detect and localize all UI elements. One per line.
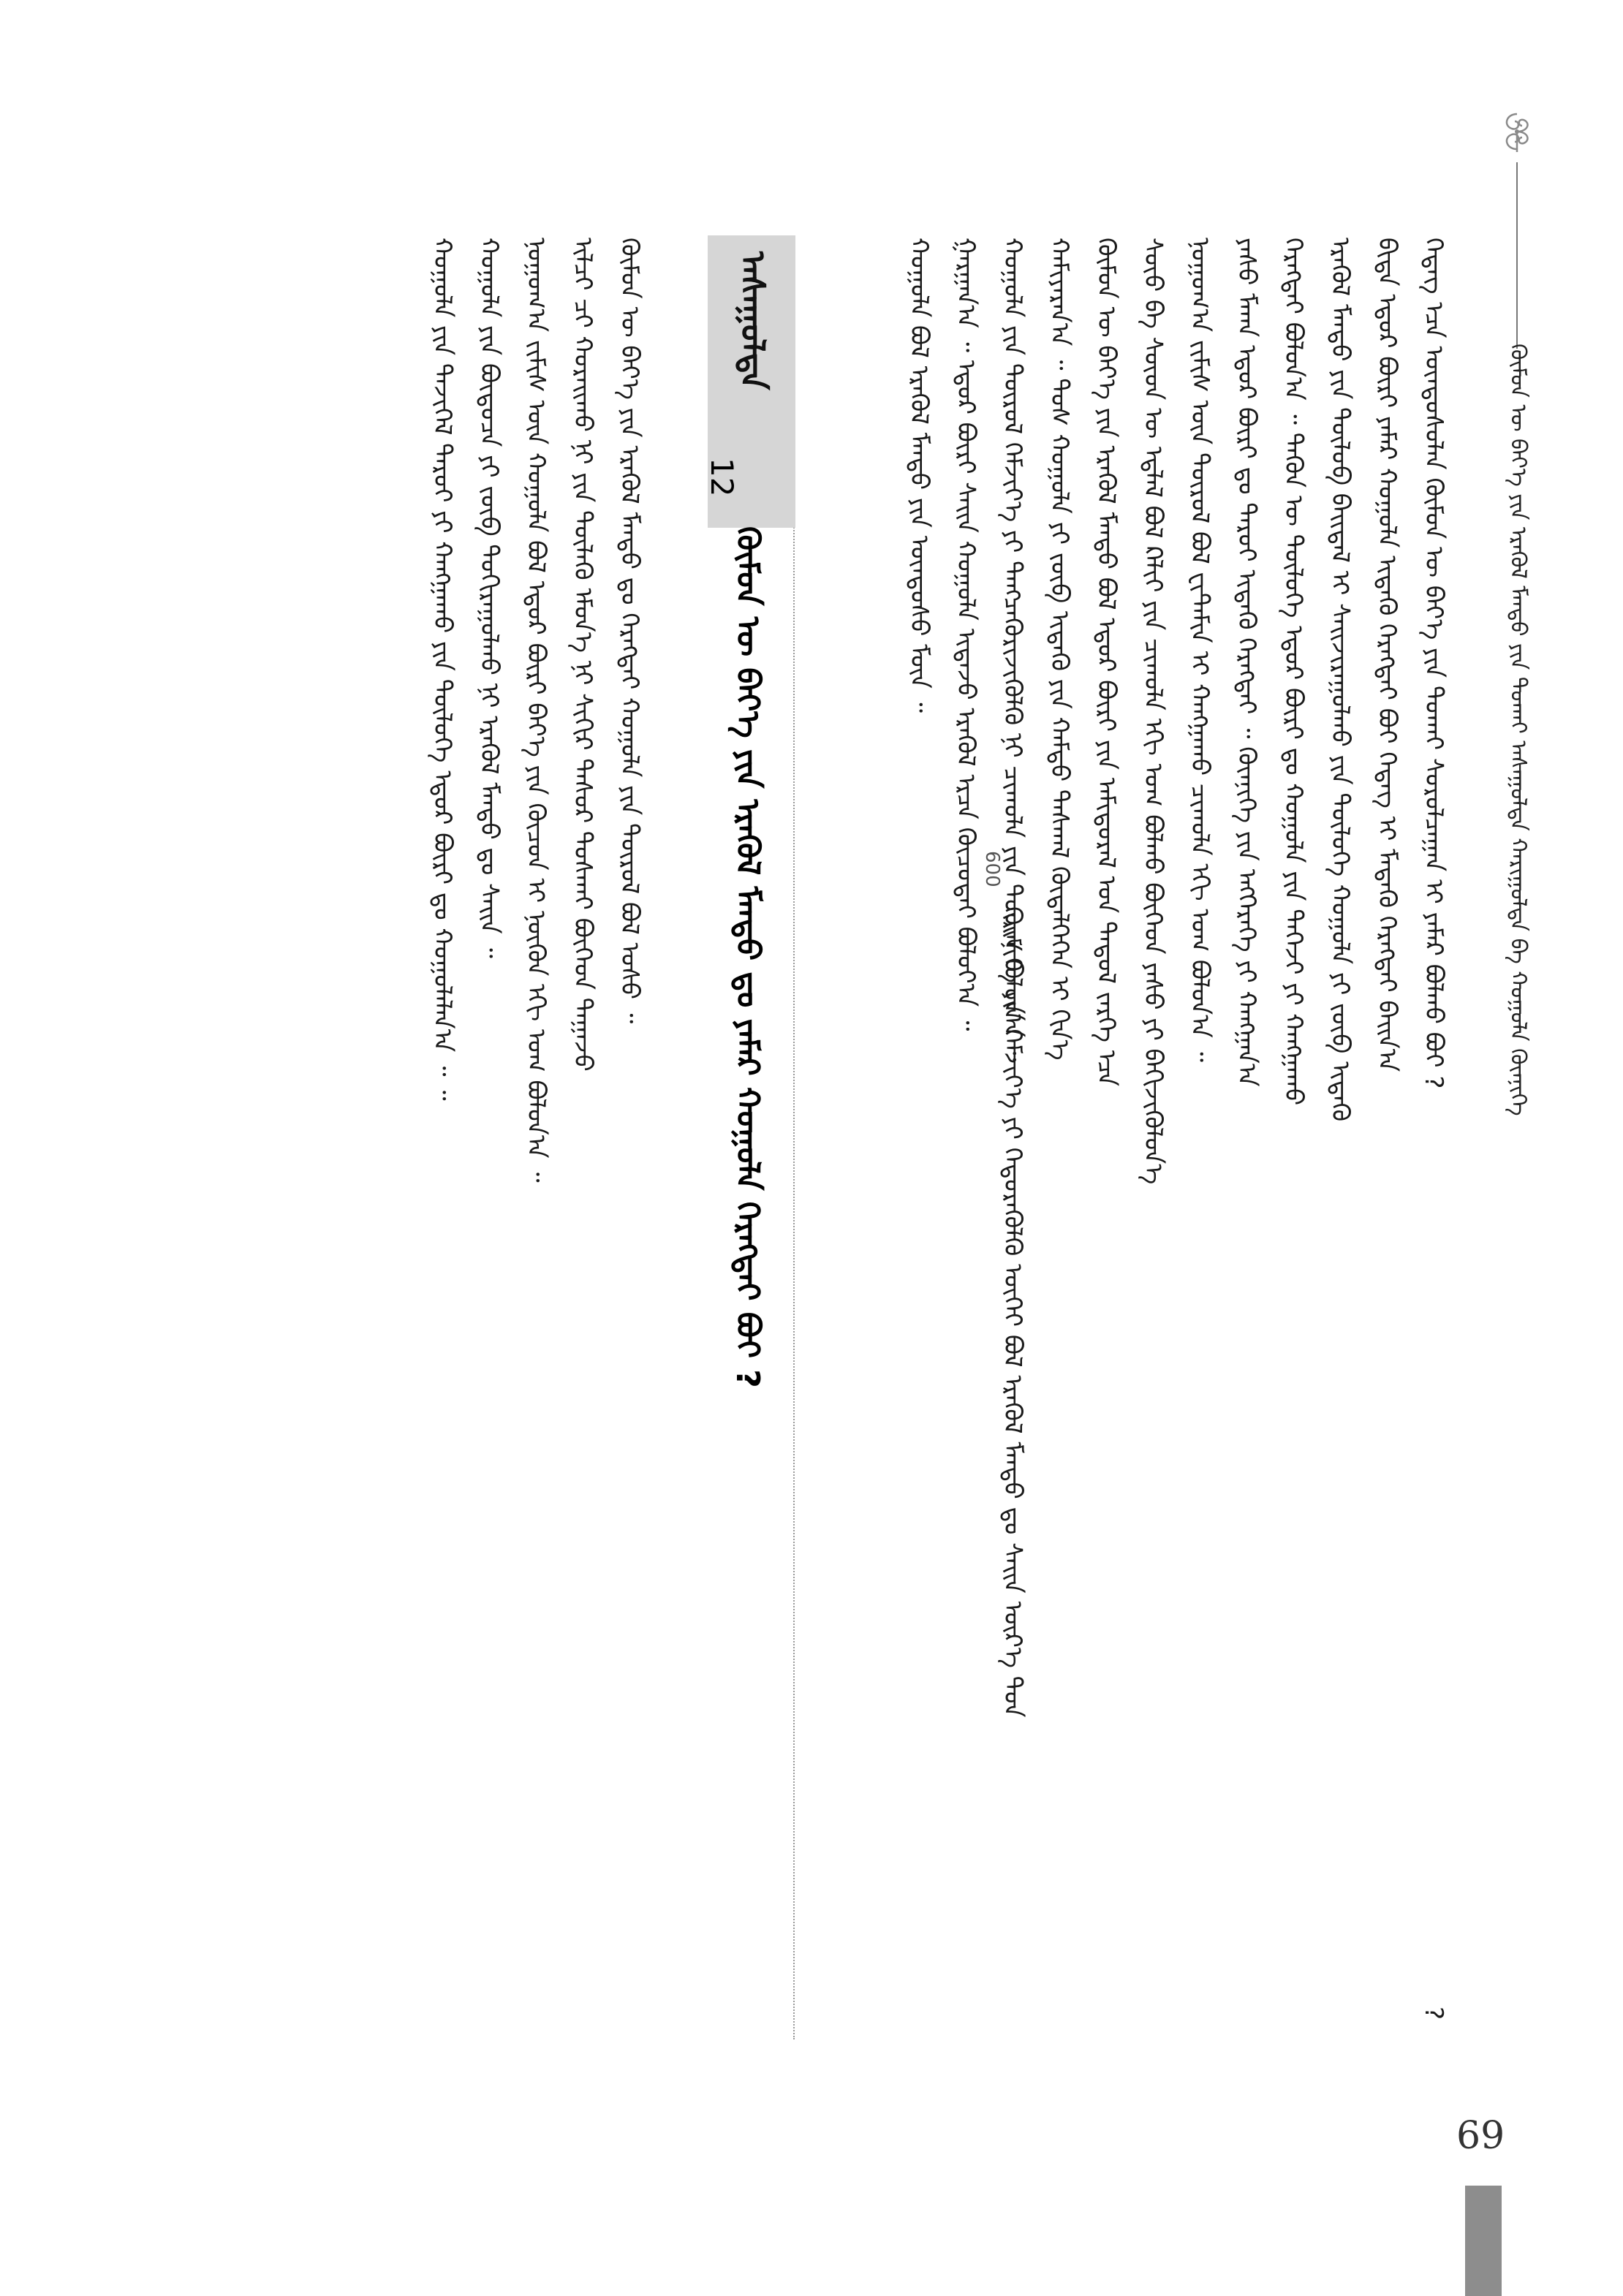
side-tab	[1465, 2186, 1502, 2296]
paragraph-line: ᠡᠷᠡᠭᠦᠯ ᠮᠡᠨᠳᠦ ᠶᠢᠨ ᠲᠥᠯᠦᠪ ᠪᠠᠢᠳᠠᠯ ᠢ ᠰᠠᠢᠵᠢᠷᠠᠭᠤᠯᠬᠤ ᠶᠢᠨ ᠲᠥᠯᠥᠭᠡ ᠬᠣᠭᠤᠯᠠ ᠶᠢ ᠵᠥᠪ ᠢᠳᠡᠬᠦ	[1325, 238, 1355, 1122]
question-number: 12	[704, 458, 740, 497]
question-title: ᠬᠦᠮᠦᠨ ᠦ ᠪᠡᠶ᠎ᠡ ᠶᠢᠨ ᠡᠷᠡᠭᠦᠯ ᠮᠡᠨᠳᠦ ᠳᠤ ᠶᠠᠮᠠᠷ ᠬᠣᠭᠤᠯᠠ ᠬᠡᠷᠡᠭᠲᠡᠢ ᠪᠣᠢ ?	[729, 526, 766, 1388]
answer-line: ᠬᠣᠭᠤᠯᠠ ᠶᠢᠨ ᠪᠦᠲᠦᠴᠡ ᠶᠢ ᠵᠥᠪ ᠲᠣᠬᠢᠷᠠᠭᠤᠯᠬᠤ ᠨᠢ ᠡᠷᠡᠭᠦᠯ ᠮᠡᠨᠳᠦ ᠳᠤ ᠰᠠᠢᠨ ᠃	[474, 238, 504, 958]
paragraph-line: ᠰᠦᠦ ᠪᠠ ᠰᠦᠦᠨ ᠦ ᠡᠳ᠋ᠯᠡᠯ ᠪᠣᠯ ᠺᠠᠯᠢᠢ ᠶᠢᠨ ᠴᠢᠬᠤᠯᠠ ᠡᠬᠢ ᠤᠭ ᠪᠣᠯᠬᠤ ᠪᠥᠭᠡᠳ ᠶᠠᠰᠤ ᠶᠢ ᠪᠡᠬᠢᠵᠢᠭᠦᠯᠦᠨ᠎ᠡ	[1138, 238, 1168, 1185]
paragraph-line: ᠬᠡᠷᠡᠭᠲᠡᠢ ᠪᠣᠯᠤᠨ᠎ᠠ ᠃ ᠲᠡᠭᠦᠨ ᠦ ᠲᠥᠯᠥᠭᠡ ᠡᠳᠦᠷ ᠪᠦᠷᠢ ᠳᠤ ᠬᠣᠭᠤᠯᠠ ᠶᠢᠨ ᠳᠡᠭᠡᠵᠢ ᠶᠢ ᠬᠠᠩᠭᠠᠬᠤ	[1279, 238, 1308, 1106]
paragraph-line: ᠬᠦᠮᠦᠨ ᠦ ᠪᠡᠶ᠎ᠡ ᠶᠢᠨ ᠡᠷᠡᠭᠦᠯ ᠮᠡᠨᠳᠦ ᠪᠣᠯ ᠡᠳᠦᠷ ᠪᠦᠷᠢ ᠶᠢᠨ ᠠᠮᠢᠳᠤᠷᠠᠯ ᠤᠨ ᠳᠠᠳᠤᠯ ᠵᠡᠷᠭᠡ ᠡᠴᠡ	[1092, 238, 1121, 1087]
paragraph-line: ᠬᠦᠨᠨᠢᠭᠡ ᠶᠢᠨ ᠬᠡᠮᠵᠢᠶ᠎ᠡ ᠶᠢ ᠬᠡᠲᠦᠷᠡᠭᠦᠯᠬᠦ ᠦᠭᠡᠢ ᠪᠣᠯ ᠡᠷᠡᠭᠦᠯ ᠮᠡᠨᠳᠦ ᠳᠤ ᠰᠠᠢᠨ ᠦᠷ᠎ᠡ ᠳᠤᠨ	[998, 906, 1027, 1718]
ending-mark: ?	[1419, 2007, 1448, 2022]
paragraph-line: ᠭᠡᠳᠡᠭ ᠡᠴᠡ ᠦᠨᠳᠦᠰᠦᠯᠡᠨ ᠬᠦᠮᠦᠨ ᠦ ᠪᠡᠶ᠎ᠡ ᠶᠢᠨ ᠲᠤᠬᠠᠢ ᠰᠤᠷᠤᠯᠴᠠᠭᠠᠨ ᠢ ᠶᠠᠮᠠᠷ ᠪᠣᠯᠬᠤ ᠪᠣᠢ ?	[1419, 238, 1448, 1089]
page-number: 69	[1456, 2114, 1505, 2158]
paragraph-line: ᠨᠣᠭᠤᠭ᠎ᠠ ᠵᠢᠮᠢᠰ ᠦᠨ ᠲᠦᠷᠦᠯ ᠪᠣᠯ ᠸᠢᠲ᠋ᠠᠮᠢᠨ ᠢ ᠬᠠᠩᠭᠠᠬᠤ ᠴᠢᠬᠤᠯᠠ ᠡᠬᠢ ᠤᠭ ᠪᠣᠯᠤᠨ᠎ᠠ ᠃	[1185, 238, 1214, 1063]
paragraph-line: ᠬᠣᠭᠤᠯᠠ ᠶᠢᠨ ᠲᠦᠷᠦᠯ ᠬᠡᠮᠵᠢᠶ᠎ᠡ ᠶᠢ ᠲᠡᠩᠴᠡᠭᠦᠷᠢᠵᠢᠭᠦᠯᠬᠦ ᠨᠢ ᠴᠢᠬᠤᠯᠠ ᠶᠢᠨ ᠳᠦᠷᠢᠮ ᠪᠣᠯᠤᠨ᠎ᠠ ᠃	[998, 238, 1027, 1062]
header-rule	[1516, 162, 1518, 349]
paragraph-line-ending	[1421, 238, 1453, 2036]
paragraph-line: ᠭᠠᠷᠭᠠᠨ᠎ᠠ ᠃ ᠡᠳᠦᠷ ᠪᠦᠷᠢ ᠰᠠᠢᠨ ᠬᠣᠭᠤᠯᠠ ᠢᠳᠡᠵᠦ ᠡᠷᠡᠭᠦᠯ ᠡᠷᠴᠡ ᠬᠦᠴᠦᠲᠡᠢ ᠪᠣᠯᠤᠶ᠎ᠠ ᠃	[951, 238, 980, 1031]
answer-line: ᠨᠣᠭᠤᠭ᠎ᠠ ᠵᠢᠮᠢᠰ ᠦᠨ ᠬᠣᠭᠤᠯᠠ ᠪᠣᠯ ᠡᠳᠦᠷ ᠪᠦᠷᠢ ᠪᠡᠶ᠎ᠡ ᠶᠢᠨ ᠬᠦᠴᠦᠨ ᠢ ᠨᠥᠬᠦᠨ ᠡᠬᠢ ᠤᠭ ᠪᠣᠯᠤᠨ᠎ᠠ ᠃	[521, 238, 551, 1183]
paragraph-line: ᠬᠠᠮᠢᠶᠠᠷᠠᠨ᠎ᠠ ᠃ ᠲᠤᠰ ᠬᠣᠭᠤᠯᠠ ᠶᠢ ᠵᠥᠪ ᠢᠳᠡᠬᠦ ᠶᠢᠨ ᠬᠠᠮᠲᠤ ᠳᠠᠰᠭᠠᠯ ᠬᠥᠳᠡᠯᠭᠡᠭᠡᠨ ᠢ ᠬᠢᠨ᠎ᠡ	[1045, 238, 1074, 1061]
question-tag-label: ᠠᠰᠠᠭᠤᠯᠲᠠ	[733, 251, 773, 390]
answer-line: ᠬᠦᠮᠦᠨ ᠦ ᠪᠡᠶ᠎ᠡ ᠶᠢᠨ ᠡᠷᠡᠭᠦᠯ ᠮᠡᠨᠳᠦ ᠳᠤ ᠬᠡᠷᠡᠭᠲᠡᠢ ᠬᠣᠭᠤᠯᠠ ᠶᠢᠨ ᠲᠦᠷᠦᠯ ᠪᠣᠯ ᠤᠰᠤ ᠃	[615, 238, 644, 1024]
answer-line: ᠬᠣᠭᠤᠯᠠ ᠶᠢᠨ ᠲᠡᠵᠢᠭᠡᠯ ᠳᠠᠷᠤᠢ ᠶᠢ ᠬᠠᠩᠭᠠᠬᠤ ᠶᠢᠨ ᠲᠥᠯᠥᠭᠡ ᠡᠳᠦᠷ ᠪᠦᠷᠢ ᠳᠤ ᠬᠣᠭᠤᠯᠠᠯᠠᠨ᠎ᠠ ᠃ ᠃	[428, 238, 457, 1101]
paragraph-line: ᠶᠠᠰᠤ ᠮᠠᠬᠠ ᠡᠳᠦᠷ ᠪᠦᠷᠢ ᠳᠤ ᠳᠠᠷᠤᠢ ᠢᠳᠡᠬᠦ ᠬᠡᠷᠡᠭᠲᠡᠢ ᠃ ᠬᠦᠨᠨᠢᠭᠡ ᠶᠢᠨ ᠡᠩᠭᠡᠷᠡᠭᠡ ᠶᠢ ᠬᠠᠩᠭᠠᠨ᠎ᠠ	[1232, 238, 1261, 1087]
header-ornament	[1484, 110, 1550, 154]
embedded-number: 600	[981, 851, 1003, 887]
paragraph-line: ᠬᠣᠭᠤᠯᠠ ᠪᠣᠯ ᠡᠷᠡᠭᠦᠯ ᠮᠡᠨᠳᠦ ᠶᠢᠨ ᠦᠨᠳᠦᠰᠦ ᠮᠥᠨ ᠃	[904, 238, 934, 713]
running-header: ᠬᠦᠮᠦᠨ ᠦ ᠪᠡᠶ᠎ᠡ ᠶᠢᠨ ᠡᠷᠡᠭᠦᠯ ᠮᠡᠨᠳᠦ ᠶᠢᠨ ᠲᠤᠬᠠᠢ ᠠᠰᠠᠭᠤᠯᠲᠠ ᠬᠠᠷᠢᠭᠤᠯᠲᠠ ᠪᠠ ᠬᠣᠭᠤᠯᠠ ᠬᠦᠨᠨᠢᠭᠡ	[1505, 344, 1531, 1116]
answer-line: ᠢᠯᠴᠢ ᠴᠢ ᠬᠤᠷᠠᠢᠬᠤ ᠨᠢ ᠶᠢᠨ ᠲᠦᠯᠡᠬᠦ ᠡᠮᠦᠨ᠎ᠡ ᠨᠢ ᠰᠢᠬᠢᠷ ᠲᠠᠰᠤᠷ ᠲᠤᠰᠬᠠᠢ ᠪᠥᠭᠡᠳ ᠳᠠᠭᠠᠵᠤ	[568, 238, 597, 1072]
paragraph-line: ᠪᠢᠳᠡ ᠡᠳᠦᠷ ᠪᠦᠷᠢ ᠶᠠᠮᠠᠷ ᠬᠣᠭᠤᠯᠠ ᠢᠳᠡᠬᠦ ᠬᠡᠷᠡᠭᠲᠡᠢ ᠪᠣᠢ ᠭᠡᠳᠡᠭ ᠢ ᠮᠡᠳᠡᠬᠦ ᠬᠡᠷᠡᠭᠲᠡᠢ ᠪᠠᠢᠨ᠎ᠠ	[1372, 238, 1401, 1072]
